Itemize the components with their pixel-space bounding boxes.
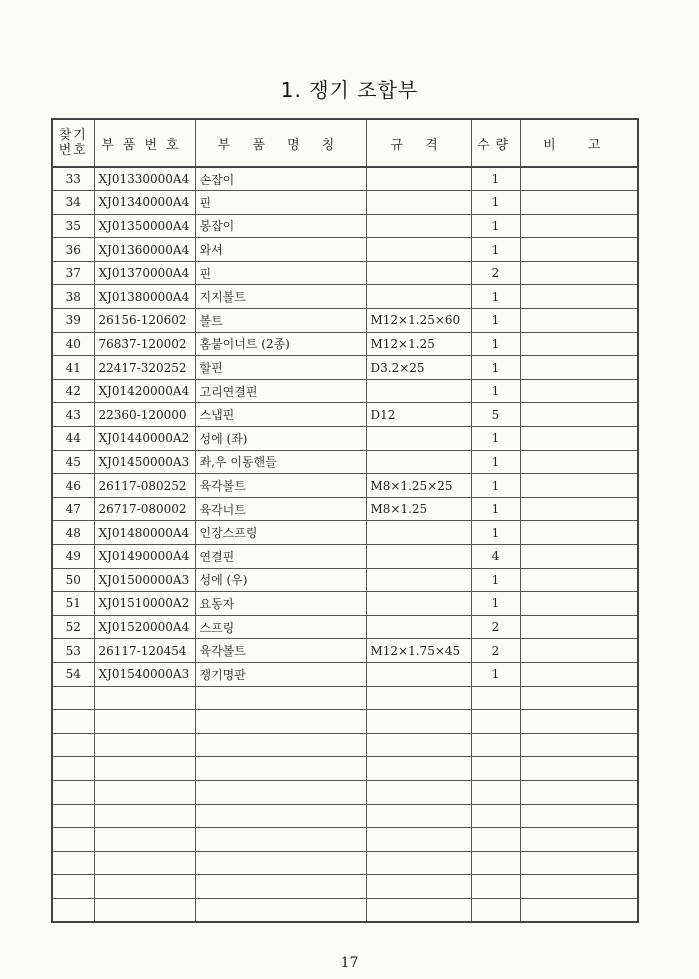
cell-qty (471, 875, 520, 899)
cell-no: 35 (52, 214, 94, 238)
cell-part-name: 좌,우 이동핸들 (195, 450, 366, 474)
cell-spec (366, 686, 471, 710)
empty-table-row (52, 710, 638, 734)
table-row (52, 592, 638, 616)
cell-spec: D12 (366, 403, 471, 427)
cell-part-name: 쟁기명판 (195, 662, 366, 686)
cell-part-no (94, 875, 195, 899)
cell-no: 44 (52, 427, 94, 451)
cell-remark (520, 521, 638, 545)
table-row (52, 214, 638, 238)
cell-remark (520, 757, 638, 781)
cell-remark (520, 545, 638, 569)
cell-spec (366, 662, 471, 686)
cell-part-no: XJ01520000A4 (94, 615, 195, 639)
cell-part-name: 육각볼트 (195, 639, 366, 663)
cell-no: 49 (52, 545, 94, 569)
empty-table-row (52, 804, 638, 828)
cell-no: 43 (52, 403, 94, 427)
cell-remark (520, 403, 638, 427)
empty-table-row (52, 686, 638, 710)
cell-part-no: XJ01370000A4 (94, 261, 195, 285)
cell-qty: 1 (471, 332, 520, 356)
cell-remark (520, 309, 638, 333)
cell-part-name (195, 828, 366, 852)
cell-no: 40 (52, 332, 94, 356)
header-row (52, 119, 638, 167)
cell-remark (520, 214, 638, 238)
table-row (52, 332, 638, 356)
cell-remark (520, 427, 638, 451)
cell-part-name: 연결핀 (195, 545, 366, 569)
cell-qty: 1 (471, 662, 520, 686)
cell-spec (366, 191, 471, 215)
cell-part-no: XJ01350000A4 (94, 214, 195, 238)
table-row (52, 639, 638, 663)
cell-qty: 5 (471, 403, 520, 427)
cell-remark (520, 474, 638, 498)
cell-part-no: XJ01540000A3 (94, 662, 195, 686)
cell-qty (471, 898, 520, 922)
cell-remark (520, 639, 638, 663)
cell-no (52, 898, 94, 922)
cell-qty (471, 804, 520, 828)
header-no-line2: 번호 (58, 143, 88, 158)
cell-part-no: XJ01440000A2 (94, 427, 195, 451)
cell-part-no: XJ01340000A4 (94, 191, 195, 215)
cell-part-name (195, 710, 366, 734)
cell-part-name: 육각너트 (195, 497, 366, 521)
cell-spec (366, 780, 471, 804)
cell-no: 52 (52, 615, 94, 639)
cell-qty: 1 (471, 427, 520, 451)
cell-qty (471, 757, 520, 781)
cell-part-name: 와셔 (195, 238, 366, 262)
cell-remark (520, 497, 638, 521)
cell-remark (520, 285, 638, 309)
table-row (52, 379, 638, 403)
cell-qty: 1 (471, 214, 520, 238)
cell-part-no: XJ01450000A3 (94, 450, 195, 474)
parts-table (51, 118, 639, 923)
cell-part-no: 26156-120602 (94, 309, 195, 333)
table-row (52, 474, 638, 498)
cell-part-no: 26117-120454 (94, 639, 195, 663)
cell-part-name: 인장스프링 (195, 521, 366, 545)
cell-no (52, 780, 94, 804)
header-no (52, 119, 94, 167)
cell-no: 33 (52, 167, 94, 191)
cell-spec (366, 828, 471, 852)
cell-remark (520, 615, 638, 639)
cell-part-no (94, 710, 195, 734)
cell-no (52, 804, 94, 828)
table-row (52, 615, 638, 639)
cell-spec: D3.2×25 (366, 356, 471, 380)
cell-qty: 1 (471, 592, 520, 616)
cell-no (52, 851, 94, 875)
cell-qty: 1 (471, 285, 520, 309)
cell-qty (471, 710, 520, 734)
cell-remark (520, 828, 638, 852)
cell-spec: M12×1.75×45 (366, 639, 471, 663)
cell-remark (520, 686, 638, 710)
header-part-no: 부품번호 (94, 119, 195, 167)
cell-no: 48 (52, 521, 94, 545)
cell-no: 51 (52, 592, 94, 616)
cell-spec (366, 568, 471, 592)
cell-part-name (195, 686, 366, 710)
table-row (52, 521, 638, 545)
cell-no: 54 (52, 662, 94, 686)
cell-qty: 4 (471, 545, 520, 569)
cell-remark (520, 662, 638, 686)
cell-spec (366, 167, 471, 191)
cell-no (52, 733, 94, 757)
cell-no: 45 (52, 450, 94, 474)
cell-part-name: 손잡이 (195, 167, 366, 191)
header-part-name: 부 품 명 칭 (195, 119, 366, 167)
cell-spec (366, 214, 471, 238)
table-row (52, 497, 638, 521)
cell-spec (366, 592, 471, 616)
cell-spec (366, 427, 471, 451)
cell-part-no (94, 804, 195, 828)
cell-remark (520, 710, 638, 734)
cell-part-name (195, 851, 366, 875)
table-row (52, 662, 638, 686)
cell-remark (520, 875, 638, 899)
cell-spec: M8×1.25×25 (366, 474, 471, 498)
cell-spec (366, 521, 471, 545)
cell-spec: M12×1.25 (366, 332, 471, 356)
cell-no: 46 (52, 474, 94, 498)
cell-part-no: 22417-320252 (94, 356, 195, 380)
cell-spec (366, 733, 471, 757)
table-row (52, 167, 638, 191)
cell-part-name: 볼트 (195, 309, 366, 333)
cell-qty: 1 (471, 379, 520, 403)
cell-remark (520, 379, 638, 403)
cell-part-no (94, 898, 195, 922)
cell-no: 37 (52, 261, 94, 285)
cell-part-no: XJ01500000A3 (94, 568, 195, 592)
empty-table-row (52, 875, 638, 899)
table-row (52, 285, 638, 309)
cell-part-no: XJ01380000A4 (94, 285, 195, 309)
table-row (52, 238, 638, 262)
table-row (52, 450, 638, 474)
cell-spec: M12×1.25×60 (366, 309, 471, 333)
cell-remark (520, 332, 638, 356)
cell-qty: 1 (471, 191, 520, 215)
cell-remark (520, 898, 638, 922)
cell-spec (366, 875, 471, 899)
header-remark: 비 고 (520, 119, 638, 167)
cell-no (52, 875, 94, 899)
cell-remark (520, 356, 638, 380)
table-row (52, 568, 638, 592)
cell-qty (471, 686, 520, 710)
cell-part-no: 26117-080252 (94, 474, 195, 498)
cell-qty: 1 (471, 167, 520, 191)
cell-part-name: 홈붙이너트 (2종) (195, 332, 366, 356)
cell-remark (520, 450, 638, 474)
cell-part-name: 요동자 (195, 592, 366, 616)
cell-qty: 1 (471, 309, 520, 333)
cell-remark (520, 568, 638, 592)
cell-remark (520, 167, 638, 191)
page-number: 17 (340, 955, 359, 971)
page-title: 1. 쟁기 조합부 (280, 78, 419, 102)
cell-qty (471, 780, 520, 804)
table-row (52, 261, 638, 285)
cell-spec (366, 710, 471, 734)
cell-spec (366, 804, 471, 828)
cell-part-no: 22360-120000 (94, 403, 195, 427)
cell-spec (366, 450, 471, 474)
table-row (52, 545, 638, 569)
cell-no: 34 (52, 191, 94, 215)
cell-remark (520, 804, 638, 828)
cell-part-name: 스냅핀 (195, 403, 366, 427)
cell-spec (366, 379, 471, 403)
table-row (52, 403, 638, 427)
cell-part-name: 성에 (좌) (195, 427, 366, 451)
table-row (52, 191, 638, 215)
cell-spec (366, 757, 471, 781)
cell-part-no: XJ01490000A4 (94, 545, 195, 569)
cell-remark (520, 780, 638, 804)
header-qty: 수량 (471, 119, 520, 167)
cell-part-no: XJ01330000A4 (94, 167, 195, 191)
cell-part-name (195, 898, 366, 922)
cell-qty (471, 828, 520, 852)
cell-no (52, 757, 94, 781)
cell-qty: 1 (471, 450, 520, 474)
cell-part-name: 핀 (195, 261, 366, 285)
cell-qty: 1 (471, 474, 520, 498)
cell-part-no (94, 757, 195, 781)
cell-part-no: XJ01360000A4 (94, 238, 195, 262)
cell-qty: 2 (471, 615, 520, 639)
cell-no: 53 (52, 639, 94, 663)
cell-part-name: 할핀 (195, 356, 366, 380)
cell-qty (471, 733, 520, 757)
cell-no: 39 (52, 309, 94, 333)
cell-spec (366, 285, 471, 309)
cell-part-name: 육각볼트 (195, 474, 366, 498)
cell-no: 42 (52, 379, 94, 403)
cell-part-no: XJ01480000A4 (94, 521, 195, 545)
cell-qty: 2 (471, 639, 520, 663)
cell-qty: 1 (471, 521, 520, 545)
table-row (52, 356, 638, 380)
cell-no: 38 (52, 285, 94, 309)
cell-part-name: 스프링 (195, 615, 366, 639)
cell-remark (520, 592, 638, 616)
cell-qty: 1 (471, 356, 520, 380)
cell-qty: 2 (471, 261, 520, 285)
cell-no: 50 (52, 568, 94, 592)
table-row (52, 309, 638, 333)
cell-remark (520, 851, 638, 875)
cell-part-no: XJ01420000A4 (94, 379, 195, 403)
empty-table-row (52, 851, 638, 875)
cell-part-name: 고리연결핀 (195, 379, 366, 403)
empty-table-row (52, 780, 638, 804)
cell-no (52, 828, 94, 852)
cell-part-no: XJ01510000A2 (94, 592, 195, 616)
cell-part-no (94, 828, 195, 852)
header-spec: 규 격 (366, 119, 471, 167)
cell-part-no: 76837-120002 (94, 332, 195, 356)
cell-spec (366, 898, 471, 922)
empty-table-row (52, 757, 638, 781)
empty-table-row (52, 733, 638, 757)
cell-part-name: 성에 (우) (195, 568, 366, 592)
cell-part-name (195, 733, 366, 757)
cell-spec (366, 238, 471, 262)
cell-no (52, 710, 94, 734)
cell-qty: 1 (471, 238, 520, 262)
cell-spec (366, 851, 471, 875)
cell-part-name (195, 804, 366, 828)
cell-remark (520, 238, 638, 262)
cell-part-name: 봉잡이 (195, 214, 366, 238)
cell-part-name: 핀 (195, 191, 366, 215)
cell-part-no: 26717-080002 (94, 497, 195, 521)
cell-part-no (94, 780, 195, 804)
cell-part-no (94, 733, 195, 757)
cell-spec (366, 615, 471, 639)
cell-remark (520, 261, 638, 285)
cell-spec (366, 545, 471, 569)
cell-part-name: 지지볼트 (195, 285, 366, 309)
cell-part-name (195, 875, 366, 899)
cell-spec: M8×1.25 (366, 497, 471, 521)
cell-part-no (94, 851, 195, 875)
cell-no: 36 (52, 238, 94, 262)
cell-qty: 1 (471, 568, 520, 592)
cell-part-name (195, 757, 366, 781)
empty-table-row (52, 828, 638, 852)
cell-part-name (195, 780, 366, 804)
cell-remark (520, 733, 638, 757)
cell-part-no (94, 686, 195, 710)
empty-table-row (52, 898, 638, 922)
header-no-line1: 찾기 (58, 128, 88, 143)
cell-qty (471, 851, 520, 875)
cell-no (52, 686, 94, 710)
table-row (52, 427, 638, 451)
cell-spec (366, 261, 471, 285)
cell-no: 47 (52, 497, 94, 521)
cell-remark (520, 191, 638, 215)
cell-no: 41 (52, 356, 94, 380)
cell-qty: 1 (471, 497, 520, 521)
